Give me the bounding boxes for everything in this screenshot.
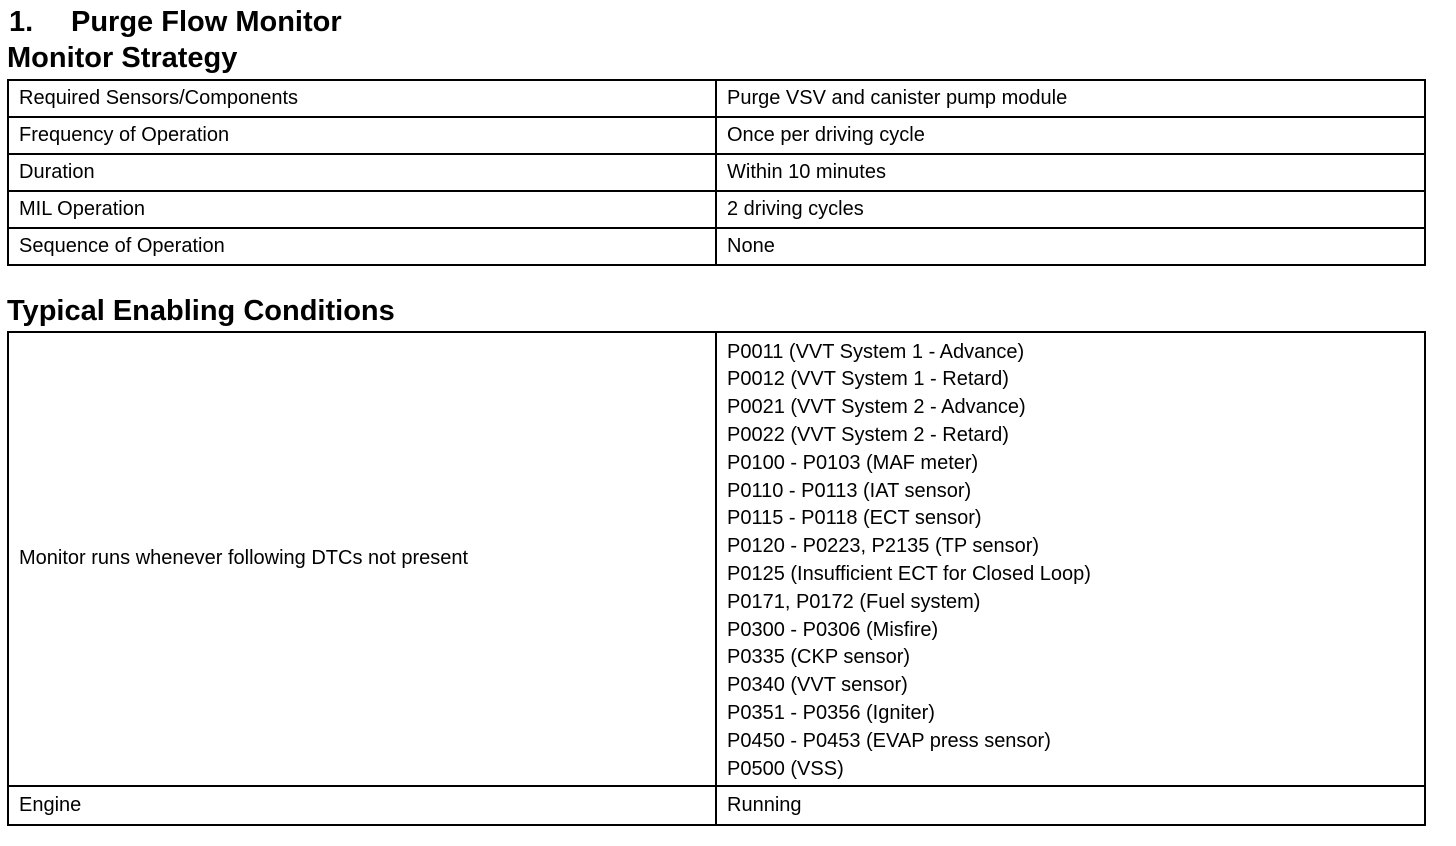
row-label: Sequence of Operation — [8, 228, 716, 265]
dtc-list — [727, 335, 1424, 784]
dtc-item: P0110 - P0113 (IAT sensor) — [727, 479, 972, 502]
dtc-item: P0022 (VVT System 2 - Retard) — [727, 424, 1009, 447]
dtc-item: P0125 (Insufficient ECT for Closed Loop) — [727, 563, 1091, 585]
table-row — [8, 191, 1425, 228]
monitor-strategy-heading: Monitor Strategy — [7, 42, 238, 74]
table-row — [8, 228, 1425, 265]
dtc-condition-label: Monitor runs whenever following DTCs not present — [8, 332, 716, 786]
table-row — [8, 332, 1425, 786]
row-label: Frequency of Operation — [8, 117, 716, 154]
row-value: 2 driving cycles — [716, 191, 1425, 228]
dtc-item: P0120 - P0223, P2135 (TP sensor) — [727, 535, 1040, 558]
enabling-conditions-heading: Typical Enabling Conditions — [7, 295, 395, 327]
dtc-item: P0351 - P0356 (Igniter) — [727, 701, 935, 724]
section-title — [9, 5, 342, 39]
section-number: 1. — [9, 6, 34, 38]
row-label: Required Sensors/Components — [8, 80, 716, 117]
section-title-text: Purge Flow Monitor — [71, 6, 342, 38]
dtc-item: P0021 (VVT System 2 - Advance) — [727, 396, 1026, 419]
dtc-item: P0100 - P0103 (MAF meter) — [727, 451, 979, 474]
enabling-conditions-table — [7, 331, 1426, 826]
row-value: None — [716, 228, 1425, 265]
engine-value: Running — [716, 786, 1425, 825]
dtc-item: P0335 (CKP sensor) — [727, 646, 911, 669]
dtc-item: P0012 (VVT System 1 - Retard) — [727, 368, 1009, 391]
engine-label: Engine — [8, 786, 716, 825]
dtc-item: P0171, P0172 (Fuel system) — [727, 590, 981, 613]
table-row — [8, 80, 1425, 117]
dtc-item: P0011 (VVT System 1 - Advance) — [727, 340, 1025, 363]
dtc-item: P0340 (VVT sensor) — [727, 674, 908, 697]
row-value: Within 10 minutes — [716, 154, 1425, 191]
table-row — [8, 786, 1425, 825]
dtc-item: P0115 - P0118 (ECT sensor) — [727, 507, 982, 530]
row-value: Once per driving cycle — [716, 117, 1425, 154]
table-row — [8, 154, 1425, 191]
row-label: MIL Operation — [8, 191, 716, 228]
row-value: Purge VSV and canister pump module — [716, 80, 1425, 117]
dtc-item: P0450 - P0453 (EVAP press sensor) — [727, 729, 1051, 752]
dtc-item: P0500 (VSS) — [727, 757, 844, 780]
dtc-item: P0300 - P0306 (Misfire) — [727, 618, 939, 641]
row-label: Duration — [8, 154, 716, 191]
dtc-list-cell — [716, 332, 1425, 786]
table-row — [8, 117, 1425, 154]
monitor-strategy-table — [7, 79, 1426, 266]
